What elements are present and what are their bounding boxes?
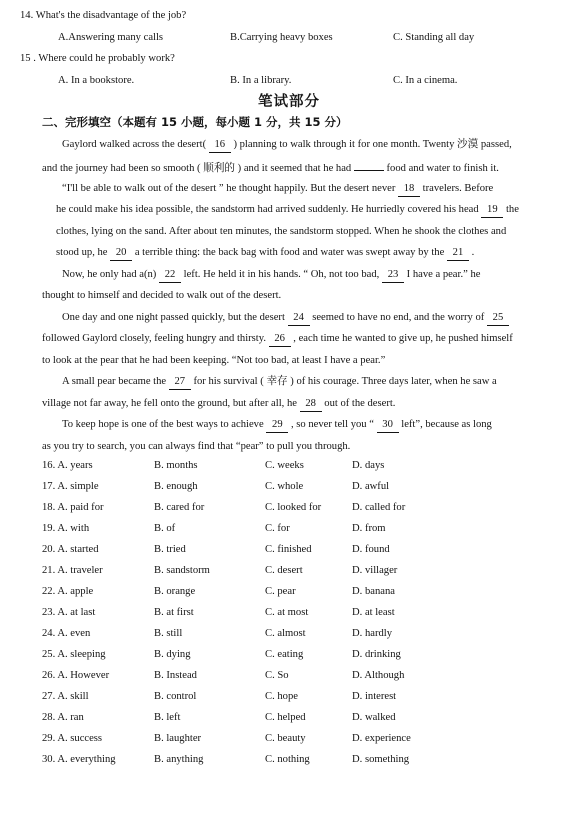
choice-b: B. cared for	[154, 502, 205, 513]
passage-text: followed Gaylord closely, feeling hungry and thirsty.	[42, 333, 266, 344]
choice-c: C. at most	[265, 607, 309, 618]
passage-text: , each time he wanted to give up, he pushed himself	[293, 333, 513, 344]
passage-text: To keep hope is one of the best ways to achieve	[62, 419, 264, 430]
passage-text: A small pear became the	[62, 376, 167, 387]
choice-row	[42, 754, 562, 774]
passage-text: Gaylord walked across the desert(	[62, 139, 207, 150]
choice-row	[42, 628, 562, 648]
choice-number: 25.	[42, 649, 56, 660]
choice-b: B. control	[154, 691, 197, 702]
choice-c: C. So	[265, 670, 289, 681]
choice-c: C. helped	[265, 712, 306, 723]
choice-c: C. almost	[265, 628, 306, 639]
option-15a: A. In a bookstore.	[58, 75, 135, 86]
passage-text: food and water to finish it.	[386, 163, 499, 174]
answer-blank: 19	[481, 204, 503, 218]
passage-line	[62, 376, 497, 390]
choice-d: D. at least	[352, 607, 395, 618]
choice-b: B. of	[154, 523, 176, 534]
choice-a-text: A. simple	[57, 481, 99, 492]
answer-blank: 18	[398, 183, 420, 197]
choice-a	[42, 502, 104, 515]
choice-a-text: A. ran	[57, 712, 84, 723]
choice-a-text: A. sleeping	[57, 649, 106, 660]
choice-c: C. finished	[265, 544, 312, 555]
choice-a	[42, 733, 102, 746]
choice-row	[42, 544, 562, 564]
choice-number: 19.	[42, 523, 56, 534]
choice-number: 17.	[42, 481, 56, 492]
passage-text: I have a pear.” he	[406, 269, 481, 280]
choice-row	[42, 523, 562, 543]
question-number: 15 .	[20, 53, 36, 64]
passage-text: village not far away, he fell onto the ground, but after all, he	[42, 398, 297, 409]
passage-text: “I'll be able to walk out of the desert ” he thought happily. But the desert never	[62, 183, 396, 194]
passage-text: thought to himself and decided to walk out of the desert.	[42, 290, 282, 301]
choice-c: C. for	[265, 523, 290, 534]
answer-blank-17[interactable]	[354, 161, 384, 171]
choice-c: C. pear	[265, 586, 296, 597]
choice-d: D. awful	[352, 481, 390, 492]
choice-a-text: A. skill	[57, 691, 89, 702]
passage-line	[62, 139, 512, 153]
choice-a	[42, 712, 84, 725]
choice-b: B. tried	[154, 544, 186, 555]
choice-a	[42, 544, 99, 557]
passage-line	[42, 161, 499, 176]
passage-text: left”, because as long	[401, 419, 492, 430]
passage-text: Now, he only had a(n)	[62, 269, 157, 280]
answer-blank: 20	[110, 247, 132, 261]
choice-d: D. drinking	[352, 649, 401, 660]
choice-a	[42, 670, 109, 683]
option-15c: C. In a cinema.	[393, 75, 458, 86]
passage-line	[42, 441, 350, 454]
choice-number: 18.	[42, 502, 56, 513]
choice-row	[42, 481, 562, 501]
choice-b: B. anything	[154, 754, 204, 765]
question-15	[20, 53, 175, 66]
choice-a-text: A. started	[57, 544, 99, 555]
choice-b: B. dying	[154, 649, 191, 660]
passage-line	[56, 204, 519, 218]
answer-blank: 26	[269, 333, 291, 347]
choice-a-text: A. traveler	[57, 565, 103, 576]
passage-text: ) planning to walk through it for one month. Twenty	[233, 139, 455, 150]
choice-d: D. hardly	[352, 628, 393, 639]
answer-blank: 28	[300, 398, 322, 412]
choice-b: B. laughter	[154, 733, 202, 744]
choice-a-text: A. apple	[57, 586, 94, 597]
option-14a: A.Answering many calls	[58, 32, 164, 43]
passage-line	[42, 333, 513, 347]
answer-blank: 23	[382, 269, 404, 283]
passage-text: left. He held it in his hands. “ Oh, not too bad,	[183, 269, 380, 280]
answer-blank: 30	[377, 419, 399, 433]
choice-b: B. still	[154, 628, 183, 639]
passage-text: the	[505, 204, 519, 215]
choice-a	[42, 523, 89, 536]
option-15b: B. In a library.	[230, 75, 292, 86]
choice-a	[42, 754, 116, 767]
answer-blank: 22	[159, 269, 181, 283]
choice-number: 30.	[42, 754, 56, 765]
chinese-gloss: 顺利的	[203, 163, 236, 174]
choice-a	[42, 628, 90, 641]
passage-text: , so never tell you “	[290, 419, 374, 430]
passage-text: a terrible thing: the back bag with food and water was swept away by the	[134, 247, 445, 258]
choice-c: C. hope	[265, 691, 298, 702]
choice-a-text: A. success	[57, 733, 103, 744]
option-14b: B.Carrying heavy boxes	[230, 32, 333, 43]
choice-d: D. days	[352, 460, 385, 471]
passage-text: travelers. Before	[422, 183, 494, 194]
choice-number: 16.	[42, 460, 56, 471]
passage-line	[62, 312, 509, 326]
passage-line	[42, 290, 281, 303]
choice-d: D. banana	[352, 586, 395, 597]
choice-d: D. called for	[352, 502, 406, 513]
passage-text: stood up, he	[56, 247, 108, 258]
choice-b: B. sandstorm	[154, 565, 210, 576]
choice-a	[42, 565, 103, 578]
choice-number: 21.	[42, 565, 56, 576]
choice-row	[42, 502, 562, 522]
passage-text: for his survival (	[193, 376, 264, 387]
choice-b: B. left	[154, 712, 181, 723]
choice-number: 22.	[42, 586, 56, 597]
answer-blank: 29	[266, 419, 288, 433]
choice-row	[42, 649, 562, 669]
choice-c: C. looked for	[265, 502, 322, 513]
choice-a-text: A. everything	[57, 754, 116, 765]
passage-text: passed,	[480, 139, 512, 150]
choice-d: D. experience	[352, 733, 411, 744]
passage-line	[56, 226, 506, 239]
question-text: What's the disadvantage of the job?	[35, 10, 187, 21]
choice-a-text: A. even	[57, 628, 91, 639]
passage-line	[42, 398, 395, 412]
question-number: 14.	[20, 10, 34, 21]
choice-d: D. found	[352, 544, 390, 555]
choice-a-text: A. with	[57, 523, 90, 534]
passage-text: he could make his idea possible, the sandstorm had arrived suddenly. He hurriedly covered his head	[56, 204, 479, 215]
choice-b: B. months	[154, 460, 198, 471]
choice-d: D. interest	[352, 691, 397, 702]
choice-c: C. weeks	[265, 460, 304, 471]
choice-a-text: A. paid for	[57, 502, 104, 513]
choice-a	[42, 607, 95, 620]
passage-text: ) and it seemed that he had	[237, 163, 352, 174]
passage-line	[42, 355, 385, 368]
choice-a-text: A. years	[57, 460, 93, 471]
choice-number: 23.	[42, 607, 56, 618]
choice-a	[42, 649, 106, 662]
choice-c: C. beauty	[265, 733, 306, 744]
passage-text: out of the desert.	[324, 398, 396, 409]
cloze-heading: 二、完形填空（本题有 15 小题，每小题 1 分，共 15 分）	[42, 115, 348, 129]
choice-c: C. nothing	[265, 754, 310, 765]
answer-blank: 27	[169, 376, 191, 390]
passage-line	[56, 247, 474, 261]
passage-line	[62, 269, 480, 283]
passage-text: clothes, lying on the sand. After about ten minutes, the sandstorm stopped. When he shook the clothes and	[56, 226, 507, 237]
written-section-title: 笔试部分	[258, 94, 320, 110]
passage-text: ) of his courage. Three days later, when he saw a	[290, 376, 497, 387]
passage-text: as you try to search, you can always find that “pear” to pull you through.	[42, 441, 351, 452]
choice-row	[42, 565, 562, 585]
choice-row	[42, 691, 562, 711]
choice-a	[42, 481, 99, 494]
passage-line	[62, 183, 493, 197]
question-text: Where could he probably work?	[38, 53, 175, 64]
answer-blank: 25	[487, 312, 509, 326]
choice-b: B. orange	[154, 586, 196, 597]
choice-b: B. at first	[154, 607, 194, 618]
choice-number: 29.	[42, 733, 56, 744]
choice-a-text: A. However	[57, 670, 110, 681]
choice-row	[42, 586, 562, 606]
choice-row	[42, 712, 562, 732]
choice-d: D. Although	[352, 670, 405, 681]
passage-text: One day and one night passed quickly, but the desert	[62, 312, 285, 323]
choice-row	[42, 607, 562, 627]
chinese-gloss: 沙漠	[457, 139, 479, 150]
choice-d: D. villager	[352, 565, 398, 576]
choice-b: B. enough	[154, 481, 198, 492]
passage-text: and the journey had been so smooth (	[42, 163, 201, 174]
passage-text: .	[471, 247, 475, 258]
choice-row	[42, 670, 562, 690]
choice-a-text: A. at last	[57, 607, 96, 618]
choice-number: 28.	[42, 712, 56, 723]
answer-blank: 24	[288, 312, 310, 326]
passage-text: seemed to have no end, and the worry of	[312, 312, 485, 323]
choice-d: D. something	[352, 754, 410, 765]
choice-a	[42, 460, 93, 473]
answer-blank: 16	[209, 139, 231, 153]
choice-a	[42, 586, 93, 599]
answer-blank: 21	[447, 247, 469, 261]
chinese-gloss: 幸存	[266, 376, 288, 387]
passage-line	[62, 419, 492, 433]
choice-d: D. walked	[352, 712, 396, 723]
choice-row	[42, 733, 562, 753]
choice-a	[42, 691, 89, 704]
choice-d: D. from	[352, 523, 386, 534]
choice-number: 20.	[42, 544, 56, 555]
choice-number: 27.	[42, 691, 56, 702]
passage-text: to look at the pear that he had been keeping. “Not too bad, at least I have a pear.”	[42, 355, 386, 366]
option-14c: C. Standing all day	[393, 32, 475, 43]
choice-c: C. eating	[265, 649, 304, 660]
question-14	[20, 10, 186, 23]
choice-row	[42, 460, 562, 480]
choice-number: 26.	[42, 670, 56, 681]
choice-number: 24.	[42, 628, 56, 639]
choice-c: C. desert	[265, 565, 303, 576]
choice-c: C. whole	[265, 481, 304, 492]
choice-b: B. Instead	[154, 670, 197, 681]
